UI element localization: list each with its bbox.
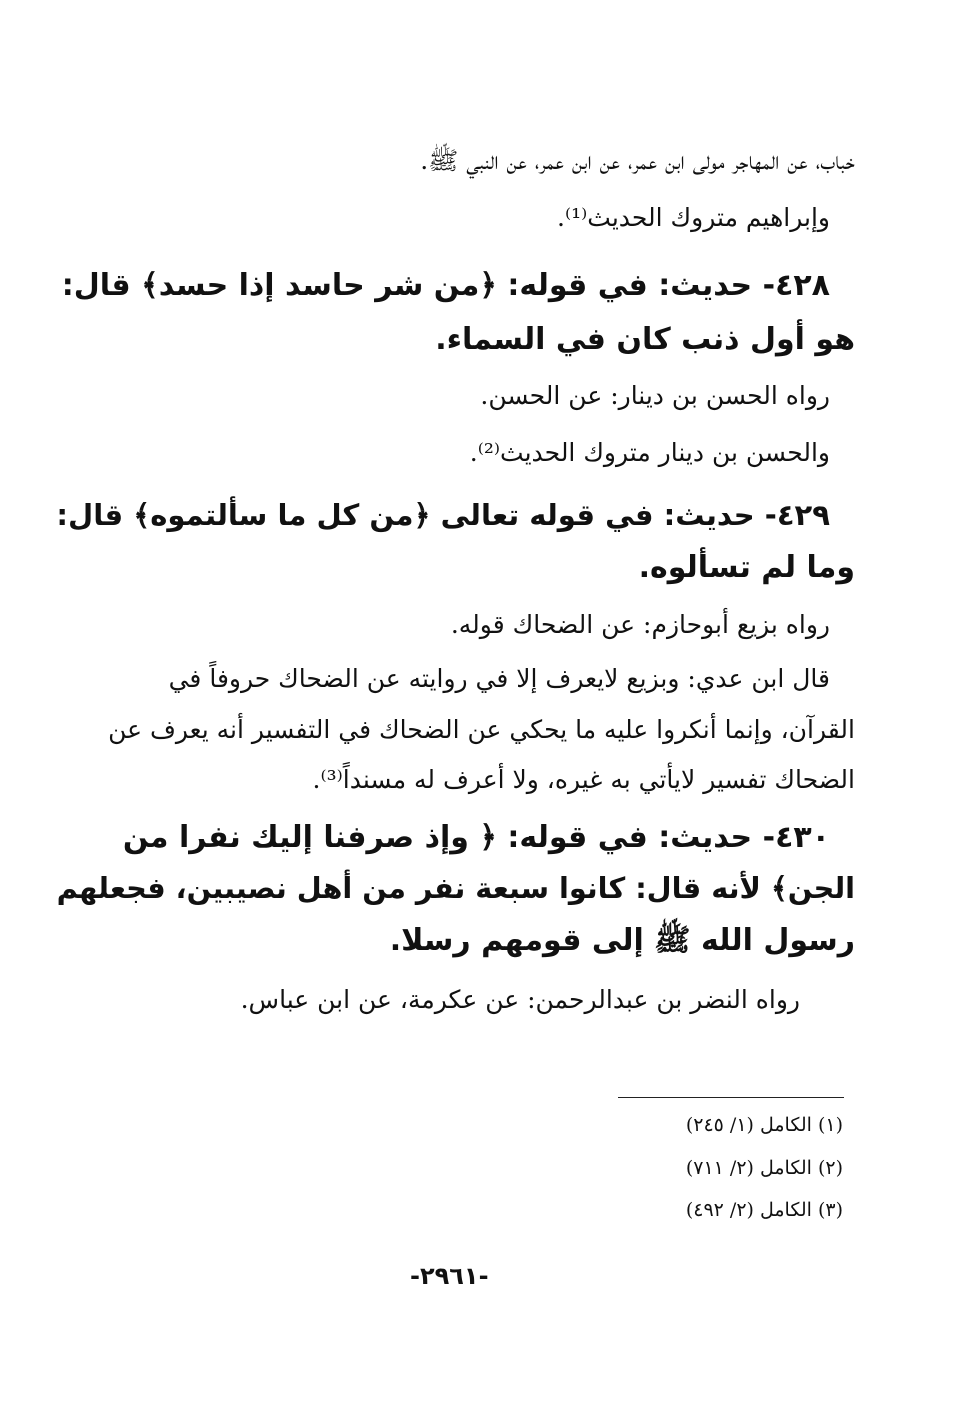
text-line: وإبراهيم متروك الحديث⁽¹⁾. [557, 203, 830, 232]
hadith-heading: هو أول ذنب كان في السماء. [435, 322, 855, 357]
text-line: رواه بزيع أبوحازم: عن الضحاك قوله. [450, 610, 830, 639]
text-line: خباب، عن المهاجر مولى ابن عمر، عن ابن عمر، عن النبي ﷺ. [420, 146, 855, 175]
hadith-heading: ٤٣٠- حديث: في قوله: ﴿ وإذ صرفنا إليك نفرا من [122, 820, 830, 855]
footnote-divider [618, 1097, 844, 1098]
text-line: القرآن، وإنما أنكروا عليه ما يحكي عن الضحاك في التفسير أنه يعرف عن [108, 715, 855, 744]
text-line: رواه النضر بن عبدالرحمن: عن عكرمة، عن ابن عباس. [240, 985, 800, 1014]
footnote: (٣) الكامل (٢/ ٤٩٢) [685, 1199, 843, 1221]
page-number: -٢٩٦١- [410, 1262, 489, 1290]
hadith-heading: رسول الله ﷺ إلى قومهم رسلا. [389, 923, 855, 958]
hadith-heading: ٤٢٩- حديث: في قوله تعالى ﴿من كل ما سألتموه﴾ قال: [56, 498, 830, 532]
text-line: الضحاك تفسير لايأتي به غيره، ولا أعرف له مسنداً⁽³⁾. [312, 765, 855, 794]
text-line: رواه الحسن بن دينار: عن الحسن. [480, 381, 830, 410]
hadith-heading: وما لم تسألوه. [638, 550, 855, 585]
text-line: قال ابن عدي: وبزيع لايعرف إلا في روايته عن الضحاك حروفاً في [168, 664, 830, 693]
hadith-heading: الجن﴾ لأنه قال: كانوا سبعة نفر من أهل نصيبين، فجعلهم [56, 871, 855, 905]
footnote: (٢) الكامل (٢/ ٧١١) [685, 1157, 843, 1179]
footnote: (١) الكامل (١/ ٢٤٥) [685, 1114, 843, 1136]
hadith-heading: ٤٢٨- حديث: في قوله: ﴿من شر حاسد إذا حسد﴾ قال: [61, 268, 830, 303]
text-line: والحسن بن دينار متروك الحديث⁽²⁾. [469, 438, 830, 467]
